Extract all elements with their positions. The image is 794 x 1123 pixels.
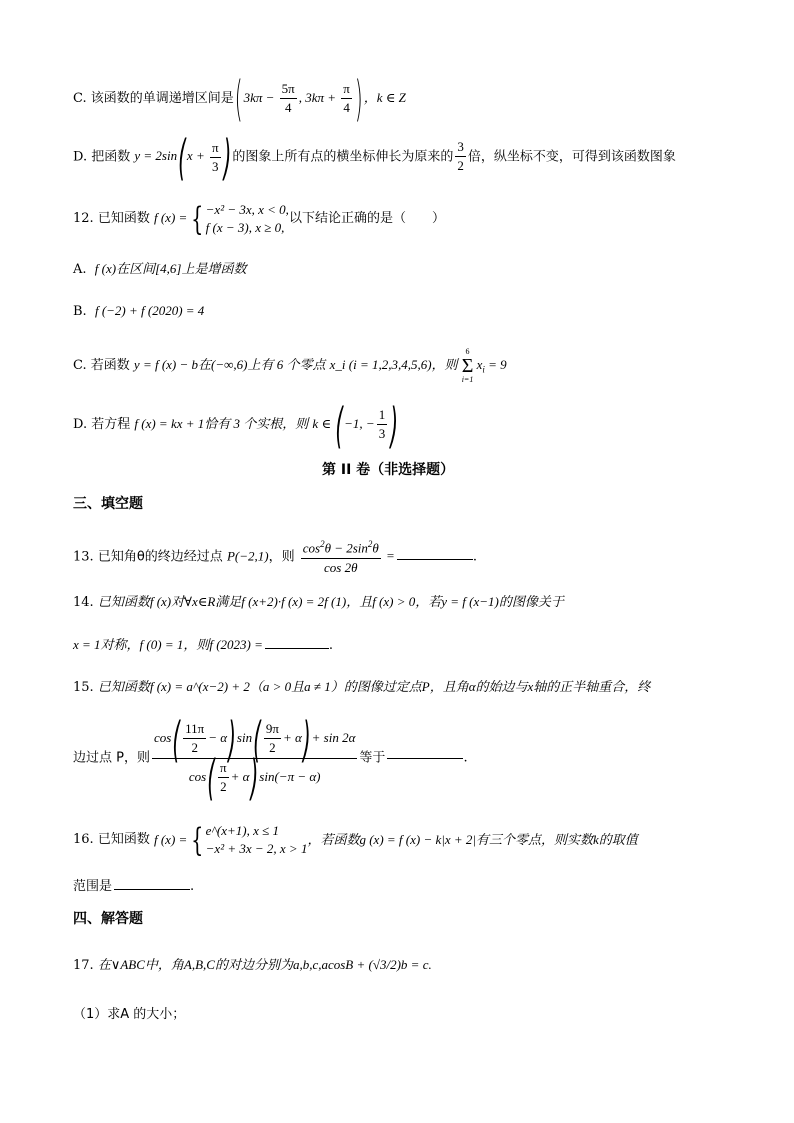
q15-expr: cos( $\frac{11\pi}{2}$ − α)sin( $\frac{9\pi}{2}$ + α)+ sin 2α cos( $\frac{\pi}{2}$ + α)sin(−π − α) (153, 709, 356, 807)
q13-point: P(−2,1) (226, 548, 269, 564)
q11-d-ratio: $\frac{3}{2}$ (457, 139, 464, 174)
q12-text-b: 以下结论正确的是（ ） (288, 211, 445, 227)
q17-sub1 (73, 1008, 185, 1021)
q16-number: 16. (73, 832, 94, 848)
q11-c-interval: 3kπ − $\frac{5\pi}{4}$ , 3kπ + $\frac{\pi}{4}$ (243, 81, 350, 116)
q16-line2-text: 范围是 (73, 879, 113, 894)
q15-line2: 边过点 P，则 cos( $\frac{11\pi}{2}$ − α)sin( $\frac{9\pi}{2}$ + α)+ sin 2α cos( $\frac{\pi}{2}$ + α)sin(−π − α) 等于 . (73, 709, 468, 807)
q16-cases (206, 822, 308, 857)
q16-text-b: ，若函数g (x) = f (x) − k|x + 2|有三个零点，则实数k的取值 (307, 832, 638, 848)
q11-d-func: y = 2sin(x + $\frac{\pi}{3}$ ) (134, 128, 232, 187)
q14-line2: x = 1对称，f (0) = 1，则f (2023) = . (73, 637, 334, 653)
q11-d-text-c: 倍，纵坐标不变，可得到该函数图象 (467, 149, 676, 165)
q12-option-a (73, 262, 246, 276)
q14-line1-text: 已知函数f (x)对∀x∈R满足f (x+2)·f (x) = 2f (1)，且f (x) > 0，若y = f (x−1)的图像关于 (97, 594, 564, 609)
q14-number: 14. (73, 595, 94, 610)
q12-a-label: A. (73, 262, 87, 277)
q12-stem: 12. 已知函数 f (x) = { −x² − 3x, x < 0, f (x − 3), x ≥ 0, 以下结论正确的是（ ） (73, 199, 445, 238)
q16-case1: e^(x+1), x ≤ 1 (205, 823, 280, 838)
q12-d-text-b: f (x) = kx + 1恰有 3 个实根，则 (134, 415, 309, 431)
q16-line1: 16. 已知函数 f (x) = { e^(x+1), x ≤ 1 −x² + 3x − 2, x > 1 ，若函数g (x) = f (x) − k|x + 2|有三个零点，则实数k的取值 (73, 820, 638, 859)
q12-c-text-b: y = f (x) − b在(−∞,6)上有 6 个零点 (133, 356, 326, 372)
q15-line1 (73, 680, 650, 694)
q12-b-label: B. (73, 304, 87, 319)
q13-expr: $\frac{\cos^2\theta - 2\sin^2\theta}{\cos 2\theta}$ = (302, 539, 395, 575)
q16-line2: 范围是 . (73, 879, 195, 894)
q12-a-text: f (x)在区间[4,6]上是增函数 (94, 261, 247, 276)
q12-number: 12. (73, 211, 94, 227)
q14-line1 (73, 595, 564, 609)
q14-line2-text: x = 1对称，f (0) = 1，则f (2023) = (73, 637, 263, 652)
q11-c-tail: ，k ∈ Z (363, 89, 406, 105)
q12-option-c (73, 348, 507, 384)
q12-c-text-c: x_i (i = 1,2,3,4,5,6)，则 (329, 356, 458, 372)
q17-number: 17. (73, 958, 94, 973)
q15-number: 15. (73, 680, 94, 695)
q13-text-b: ，则 (268, 549, 295, 565)
q15-answer-blank[interactable] (387, 758, 463, 759)
q11-c-label: C. (73, 90, 87, 106)
q16-case2: −x² + 3x − 2, x > 1 (205, 840, 308, 856)
q12-option-b (73, 304, 204, 318)
q12-d-text-c: k ∈ (−1, − $\frac{1}{3}$ ) (312, 395, 398, 454)
q15-line2-a: 边过点 P，则 (73, 750, 150, 766)
q15-line1-text: 已知函数f (x) = a^(x−2) + 2（a > 0且a ≠ 1）的图像过定点P，且角α的始边与x轴的正半轴重合，终 (97, 679, 651, 694)
section-2-title: 第 II 卷（非选择题） (322, 462, 455, 478)
q11-d-label: D. (73, 149, 88, 165)
q17-text: 在∨ABC中，角A,B,C的对边分别为a,b,c,acosB + (√3/2)b = c. (97, 957, 432, 972)
q15-line2-b: 等于 (359, 750, 386, 766)
q12-cases (206, 201, 289, 236)
q12-text-a: 已知函数 (97, 211, 150, 227)
q12-brace: { (191, 199, 204, 238)
q11-option-d (73, 128, 676, 187)
q17-sub1-text: （1）求A 的大小； (73, 1007, 186, 1022)
q13: 13. 已知角θ的终边经过点 P(−2,1)，则 $\frac{\cos^2\theta - 2\sin^2\theta}{\cos 2\theta}$ = . (73, 539, 477, 575)
section-4-title: 四、解答题 (73, 911, 143, 927)
q12-case2: f (x − 3), x ≥ 0, (205, 219, 285, 235)
q13-text-a: 已知角θ的终边经过点 (97, 549, 223, 565)
q12-b-text: f (−2) + f (2020) = 4 (94, 303, 205, 318)
q12-c-label: C. (73, 357, 87, 373)
q14-answer-blank[interactable] (265, 648, 329, 649)
q16-text-a: 已知函数 (97, 832, 150, 848)
q12-c-sum: 6 Σ i=1 $x_i = 9$ (461, 347, 507, 384)
q11-d-text-a: 把函数 (91, 149, 131, 165)
q11-d-text-b: 的图象上所有点的横坐标伸长为原来的 (232, 149, 454, 165)
section-3-title: 三、填空题 (73, 496, 143, 512)
q12-d-label: D. (73, 416, 88, 432)
q13-answer-blank[interactable] (397, 559, 473, 560)
q16-brace: { (191, 820, 204, 859)
q12-c-text-a: 若函数 (90, 357, 130, 373)
q16-answer-blank[interactable] (114, 889, 190, 890)
q17 (73, 958, 432, 972)
q13-number: 13. (73, 549, 94, 565)
q12-case1: −x² − 3x, x < 0, (205, 202, 289, 217)
q11-c-text: 该函数的单调递增区间是 (90, 90, 234, 106)
q12-d-text-a: 若方程 (91, 416, 131, 432)
q11-option-c: C. 该函数的单调递增区间是(3kπ − $\frac{5\pi}{4}$ , 3kπ + $\frac{\pi}{4}$ )，k ∈ Z (73, 69, 406, 128)
q12-option-d (73, 395, 399, 454)
